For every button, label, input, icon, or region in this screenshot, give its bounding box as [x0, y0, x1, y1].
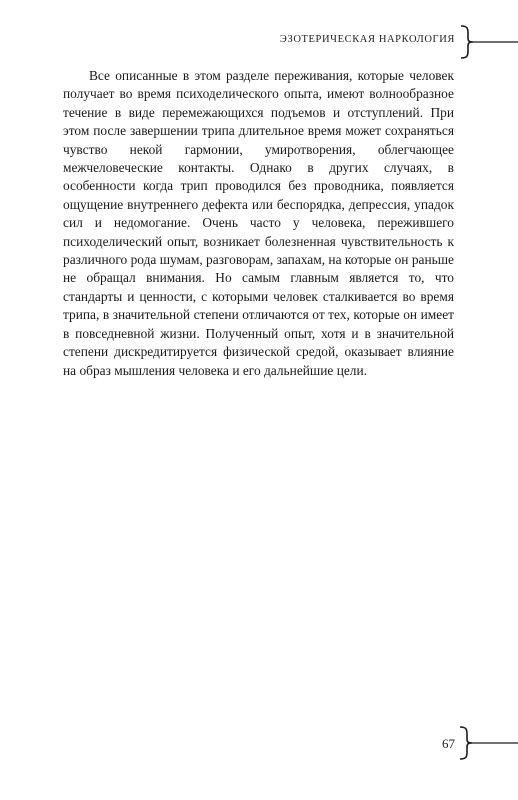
running-head: ЭЗОТЕРИЧЕСКАЯ НАРКОЛОГИЯ [279, 34, 455, 45]
header-brace-ornament [459, 22, 518, 62]
body-paragraph: Все описанные в этом разделе переживания, которые человек получает во время психоделического опыта, имеют волнообразное течение в виде перемежающихся подъемов и отступлений. При этом после завершении трипа длительное время может сохраняться чувство некой гармонии, умиротворения, облегчающее межчеловеческие контакты. Однако в других случаях, в особенности когда трип проводился без проводника, появляется ощущение внутреннего дефекта или беспорядка, депрессия, упадок сил и недомогание. Очень часто у человека, пережившего психоделический опыт, возникает болезненная чувствительность к различного рода шумам, разговорам, запахам, на которые он раньше не обращал внимания. Но самым главным является то, что стандарты и ценности, с которыми человек сталкивается во время трипа, в значительной степени отличаются от тех, которые он имеет в повседневной жизни. Полученный опыт, хотя и в значительной степени дискредитируется физической средой, оказывает влияние на образ мышления человека и его дальнейшие цели. [63, 68, 454, 378]
page-number: 67 [442, 736, 455, 751]
footer-brace-ornament [458, 723, 518, 763]
